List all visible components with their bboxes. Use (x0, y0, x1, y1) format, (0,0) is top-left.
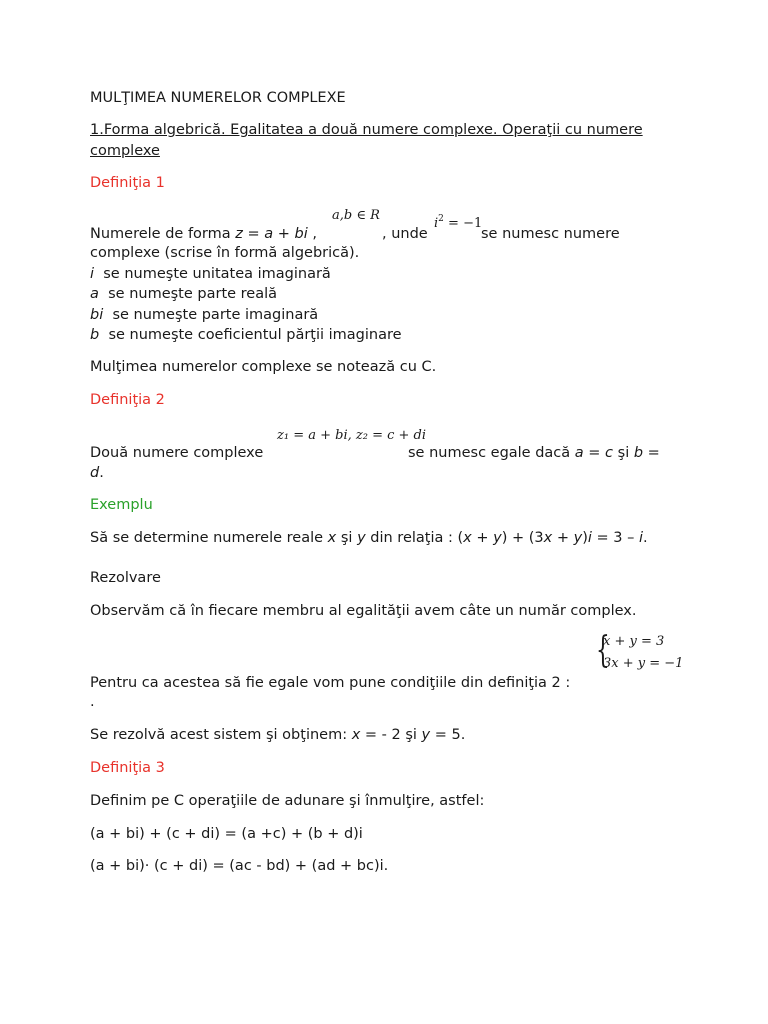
definition-2-line1-end: se numesc egale dacă a = c şi b = (408, 445, 660, 461)
document-title: MULŢIMEA NUMERELOR COMPLEXE (90, 90, 346, 106)
multiplication-rule: (a + bi)· (c + di) = (ac - bd) + (ad + bc)i. (90, 858, 389, 874)
section-heading-line1: 1.Forma algebrică. Egalitatea a două numere complexe. Operaţii cu numere (90, 122, 643, 138)
solution-result: Se rezolvă acest sistem şi obţinem: x = - 2 şi y = 5. (90, 727, 466, 743)
example-statement: Să se determine numerele reale x şi y din relaţia : (x + y) + (3x + y)i = 3 – i. (90, 530, 648, 546)
set-notation-sentence: Mulţimea numerelor complexe se notează cu C. (90, 359, 437, 375)
definition-1-line1-end: se numesc numere (481, 226, 620, 242)
system-equation-2: 3x + y = −1 (603, 656, 684, 671)
definition-2-line1: Două numere complexe (90, 445, 264, 461)
definition-2-label: Definiţia 2 (90, 392, 165, 408)
solution-dot: . (90, 694, 95, 710)
definition-1-line1: Numerele de forma z = a + bi , (90, 226, 317, 242)
list-item: b se numeşte coeficientul părţii imaginare (90, 327, 402, 343)
example-label: Exemplu (90, 497, 153, 513)
formula-i-squared: $i^2 = -1$ (434, 214, 483, 231)
solution-conditions: Pentru ca acestea să fie egale vom pune condiţiile din definiţia 2 : (90, 675, 571, 691)
system-brace: { (596, 630, 610, 671)
definition-3-intro: Definim pe C operaţiile de adunare şi înmulţire, astfel: (90, 793, 485, 809)
definition-1-unde: , unde (382, 226, 428, 242)
list-item: a se numeşte parte reală (90, 286, 278, 302)
list-item: i se numeşte unitatea imaginară (90, 266, 331, 282)
definition-1-line2: complexe (scrise în formă algebrică). (90, 245, 360, 261)
addition-rule: (a + bi) + (c + di) = (a +c) + (b + d)i (90, 826, 363, 842)
definition-3-label: Definiţia 3 (90, 760, 165, 776)
list-item: bi se numeşte parte imaginară (90, 307, 319, 323)
solution-label: Rezolvare (90, 570, 161, 586)
definition-2-line2: d. (90, 465, 104, 481)
system-equation-1: x + y = 3 (603, 634, 665, 649)
definition-1-label: Definiţia 1 (90, 175, 165, 191)
section-heading-line2: complexe (90, 143, 160, 159)
formula-z1-z2: z₁ = a + bi, z₂ = c + di (277, 428, 427, 443)
formula-a-b-real: a,b ∈ R (332, 208, 380, 223)
solution-observation: Observăm că în fiecare membru al egalităţii avem câte un număr complex. (90, 603, 637, 619)
